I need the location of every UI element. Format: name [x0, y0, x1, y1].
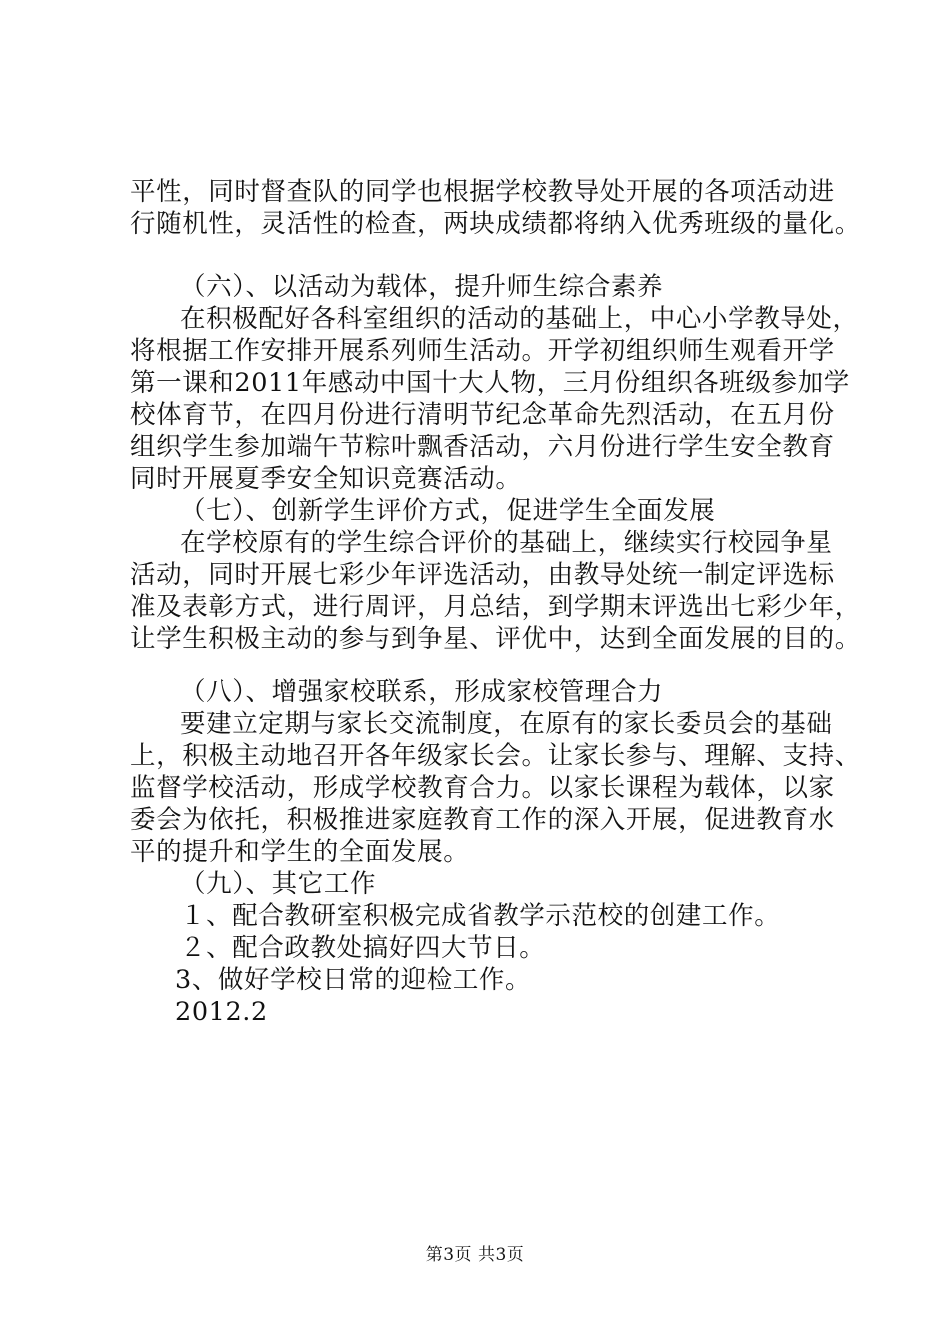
- body-line: 在积极配好各科室组织的活动的基础上，中心小学教导处，: [180, 304, 859, 334]
- section-heading-7: （七）、创新学生评价方式，促进学生全面发展: [180, 496, 716, 526]
- list-item: ２、配合政教处搞好四大节日。: [180, 933, 546, 963]
- body-line: 上，积极主动地召开各年级家长会。让家长参与、理解、支持、: [130, 741, 861, 771]
- date-line: 2012.2: [175, 997, 268, 1027]
- page-footer: 第3页 共3页: [425, 1245, 525, 1265]
- body-line: 让学生积极主动的参与到争星、评优中，达到全面发展的目的。: [130, 624, 861, 654]
- body-line: 第一课和2011年感动中国十大人物，三月份组织各班级参加学: [130, 368, 850, 398]
- body-line: 同时开展夏季安全知识竞赛活动。: [130, 464, 522, 494]
- body-line: 委会为依托，积极推进家庭教育工作的深入开展，促进教育水: [130, 805, 835, 835]
- body-line: 平性，同时督查队的同学也根据学校教导处开展的各项活动进: [130, 177, 835, 207]
- body-line: 要建立定期与家长交流制度，在原有的家长委员会的基础: [180, 709, 833, 739]
- list-item: 3、做好学校日常的迎检工作。: [175, 965, 532, 995]
- body-line: 行随机性，灵活性的检查，两块成绩都将纳入优秀班级的量化。: [130, 209, 861, 239]
- body-line: 准及表彰方式，进行周评，月总结，到学期末评选出七彩少年，: [130, 592, 861, 622]
- body-line: 将根据工作安排开展系列师生活动。开学初组织师生观看开学: [130, 336, 835, 366]
- section-heading-8: （八）、增强家校联系，形成家校管理合力: [180, 677, 664, 707]
- list-item: １、配合教研室积极完成省教学示范校的创建工作。: [180, 901, 781, 931]
- body-line: 平的提升和学生的全面发展。: [130, 837, 470, 867]
- section-heading-6: （六）、以活动为载体，提升师生综合素养: [180, 272, 664, 302]
- body-line: 活动，同时开展七彩少年评选活动，由教导处统一制定评选标: [130, 560, 835, 590]
- body-line: 在学校原有的学生综合评价的基础上，继续实行校园争星: [180, 528, 833, 558]
- section-heading-9: （九）、其它工作: [180, 869, 377, 899]
- body-line: 监督学校活动，形成学校教育合力。以家长课程为载体，以家: [130, 773, 835, 803]
- body-line: 校体育节，在四月份进行清明节纪念革命先烈活动，在五月份: [130, 400, 835, 430]
- body-line: 组织学生参加端午节粽叶飘香活动，六月份进行学生安全教育: [130, 432, 835, 462]
